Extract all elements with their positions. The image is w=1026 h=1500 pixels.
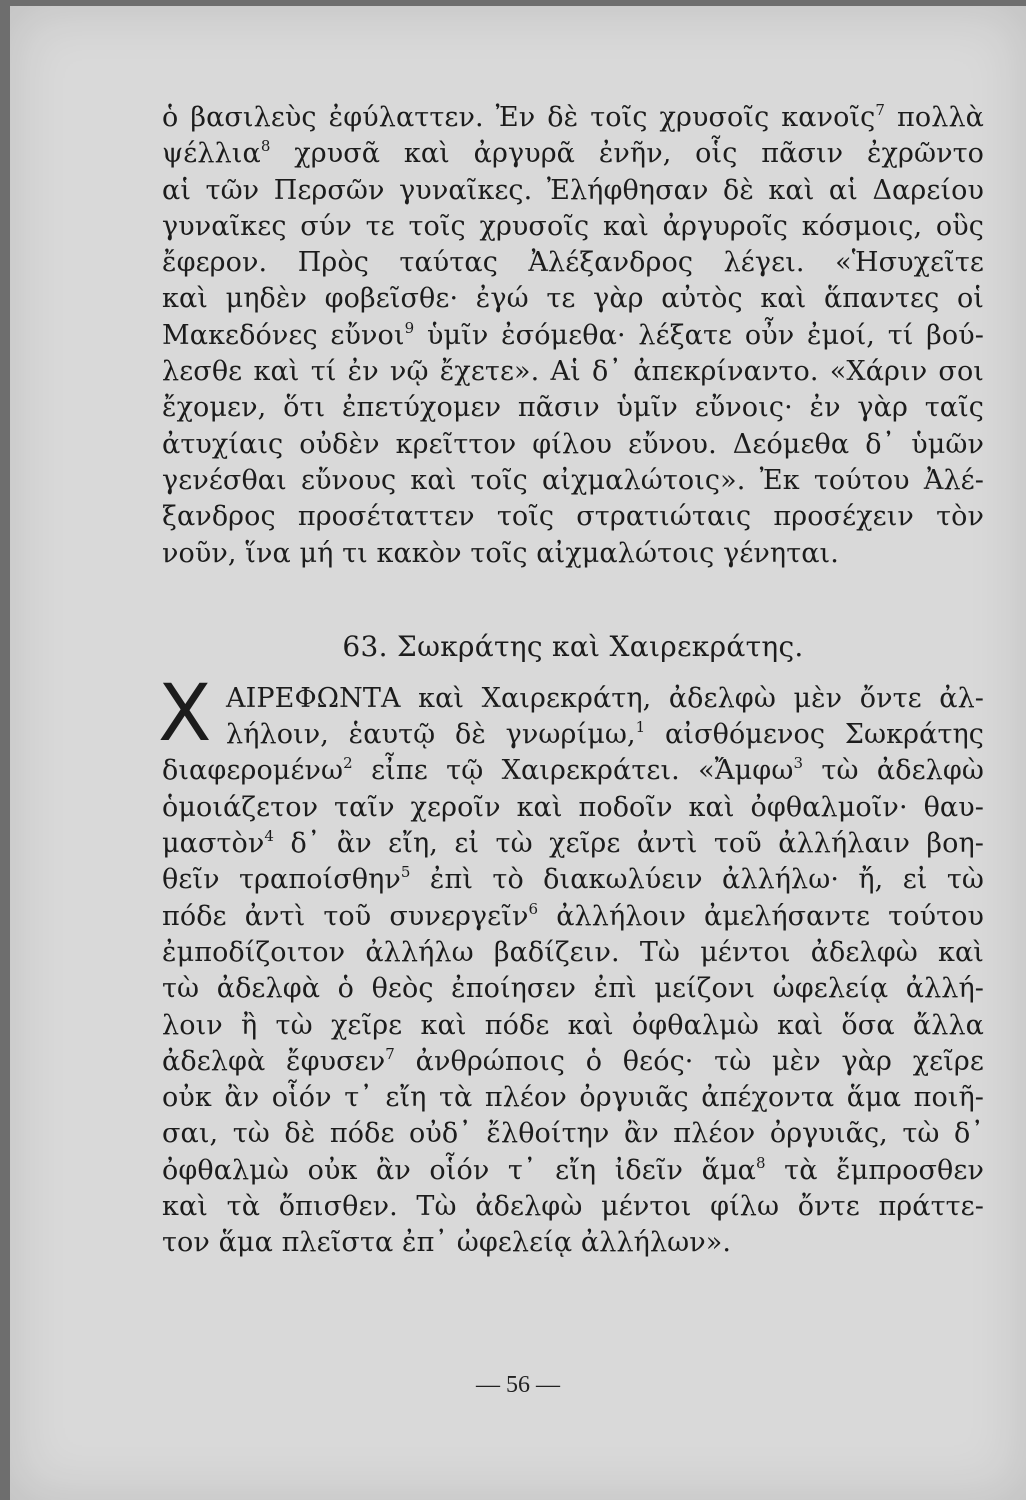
footnote-marker: 6 (528, 899, 539, 918)
footnote-marker: 3 (793, 754, 804, 773)
text-line: ψέλλια$^8$ χρυσᾶ καὶ ἀργυρᾶ ἐνῆν, οἷς πᾶσιν ἐχρῶντο (162, 137, 984, 170)
section-heading: 63. Σωκράτης καὶ Χαιρεκράτης. (342, 629, 804, 663)
paragraph-section-63 (158, 668, 985, 1262)
text-line: νοῦν, ἵνα μή τι κακὸν τοῖς αἰχμαλώτοις γένηται. (162, 537, 839, 569)
text-line: αἱ τῶν Περσῶν γυναῖκες. Ἐλήφθησαν δὲ καὶ αἱ Δαρείου (162, 174, 984, 206)
text-line: ἐμποδίζοιτον ἀλλήλω βαδίζειν. Τὼ μέντοι ἀδελφὼ καὶ (162, 936, 984, 968)
footnote-marker: 8 (755, 1153, 766, 1172)
text-line: ξανδρος προσέταττεν τοῖς στρατιώταις προσέχειν τὸν (162, 501, 984, 533)
drop-cap: Χ (158, 668, 212, 759)
text-line: ὁμοιάζετον ταῖν χεροῖν καὶ ποδοῖν καὶ ὀφθαλμοῖν· θαυ- (162, 791, 984, 823)
text-line: λεσθε καὶ τί ἐν νῷ ἔχετε». Αἱ δ᾽ ἀπεκρίναντο. «Χάριν σοι (162, 356, 984, 388)
text-line: πόδε ἀντὶ τοῦ συνεργεῖν$^6$ ἀλλήλοιν ἀμελήσαντε τούτου (162, 899, 984, 932)
text-line: λήλοιν, ἑαυτῷ δὲ γνωρίμω,$^1$ αἰσθόμενος Σωκράτης (226, 718, 984, 751)
page-number: — 56 — (476, 1372, 560, 1398)
text-line: τὼ ἀδελφὰ ὁ θεὸς ἐποίησεν ἐπὶ μείζονι ὠφελείᾳ ἀλλή- (162, 973, 984, 1005)
footnote-marker: 2 (343, 754, 353, 773)
footnote-marker: 5 (400, 863, 411, 882)
text-line: ἔφερον. Πρὸς ταύτας Ἀλέξανδρος λέγει. «Ἡσυχεῖτε (162, 247, 984, 279)
text-line: θεῖν τραποίσθην$^5$ ἐπὶ τὸ διακωλύειν ἀλλήλω· ἤ, εἰ τὼ (162, 863, 985, 896)
page-text (158, 100, 985, 1262)
text-line: μαστὸν$^4$ δ᾽ ἂν εἴη, εἰ τὼ χεῖρε ἀντὶ τοῦ ἀλλήλαιν βοη- (162, 827, 984, 860)
text-line: ἀτυχίαις οὐδὲν κρεῖττον φίλου εὔνου. Δεόμεθα δ᾽ ὑμῶν (162, 428, 984, 460)
footnote-marker: 7 (875, 101, 886, 119)
text-line: Μακεδόνες εὔνοι$^9$ ὑμῖν ἐσόμεθα· λέξατε οὖν ἐμοί, τί βού- (162, 318, 984, 351)
text-line: ὀφθαλμὼ οὐκ ἂν οἷόν τ᾽ εἴη ἰδεῖν ἅμα$^8$ τὰ ἔμπροσθεν (162, 1153, 984, 1186)
text-line: γυναῖκες σύν τε τοῖς χρυσοῖς καὶ ἀργυροῖς κόσμοις, οὓς (162, 210, 984, 242)
text-line: οὐκ ἂν οἷόν τ᾽ εἴη τὰ πλέον ὀργυιᾶς ἀπέχοντα ἅμα ποιῆ- (162, 1082, 984, 1114)
footnote-marker: 4 (264, 827, 275, 846)
book-page (10, 6, 1026, 1500)
text-line: τον ἅμα πλεῖστα ἐπ᾽ ὠφελείᾳ ἀλλήλων». (162, 1227, 732, 1259)
text-line: καὶ τὰ ὄπισθεν. Τὼ ἀδελφὼ μέντοι φίλω ὄντε πράττε- (162, 1191, 984, 1223)
paragraph-continued (162, 100, 984, 572)
text-line: καὶ μηδὲν φοβεῖσθε· ἐγώ τε γὰρ αὐτὸς καὶ ἅπαντες οἱ (162, 283, 984, 315)
footnote-marker: 7 (385, 1044, 395, 1063)
text-line: γενέσθαι εὔνους καὶ τοῖς αἰχμαλώτοις». Ἐκ τούτου Ἀλέ- (162, 464, 984, 496)
text-line: διαφερομένω$^2$ εἶπε τῷ Χαιρεκράτει. «Ἄμφω$^3$ τὼ ἀδελφὼ (162, 754, 984, 787)
footnote-marker: 9 (404, 318, 415, 337)
text-line: ἔχομεν, ὅτι ἐπετύχομεν πᾶσιν ὑμῖν εὔνοις· ἐν γὰρ ταῖς (162, 392, 984, 424)
footnote-marker: 1 (635, 718, 646, 737)
text-line: ΑΙΡΕΦΩΝΤΑ καὶ Χαιρεκράτη, ἀδελφὼ μὲν ὄντε ἀλ- (226, 682, 984, 714)
text-line: λοιν ἢ τὼ χεῖρε καὶ πόδε καὶ ὀφθαλμὼ καὶ ὅσα ἄλλα (162, 1009, 984, 1041)
text-line: ὁ βασιλεὺς ἐφύλαττεν. Ἐν δὲ τοῖς χρυσοῖς κανοῖς$^7$ πολλὰ (162, 101, 985, 133)
text-line: ἀδελφὰ ἔφυσεν$^7$ ἀνθρώποις ὁ θεός· τὼ μὲν γὰρ χεῖρε (162, 1044, 984, 1077)
footnote-marker: 8 (260, 137, 271, 156)
text-line: σαι, τὼ δὲ πόδε οὐδ᾽ ἔλθοίτην ἂν πλέον ὀργυιᾶς, τὼ δ᾽ (162, 1118, 984, 1150)
